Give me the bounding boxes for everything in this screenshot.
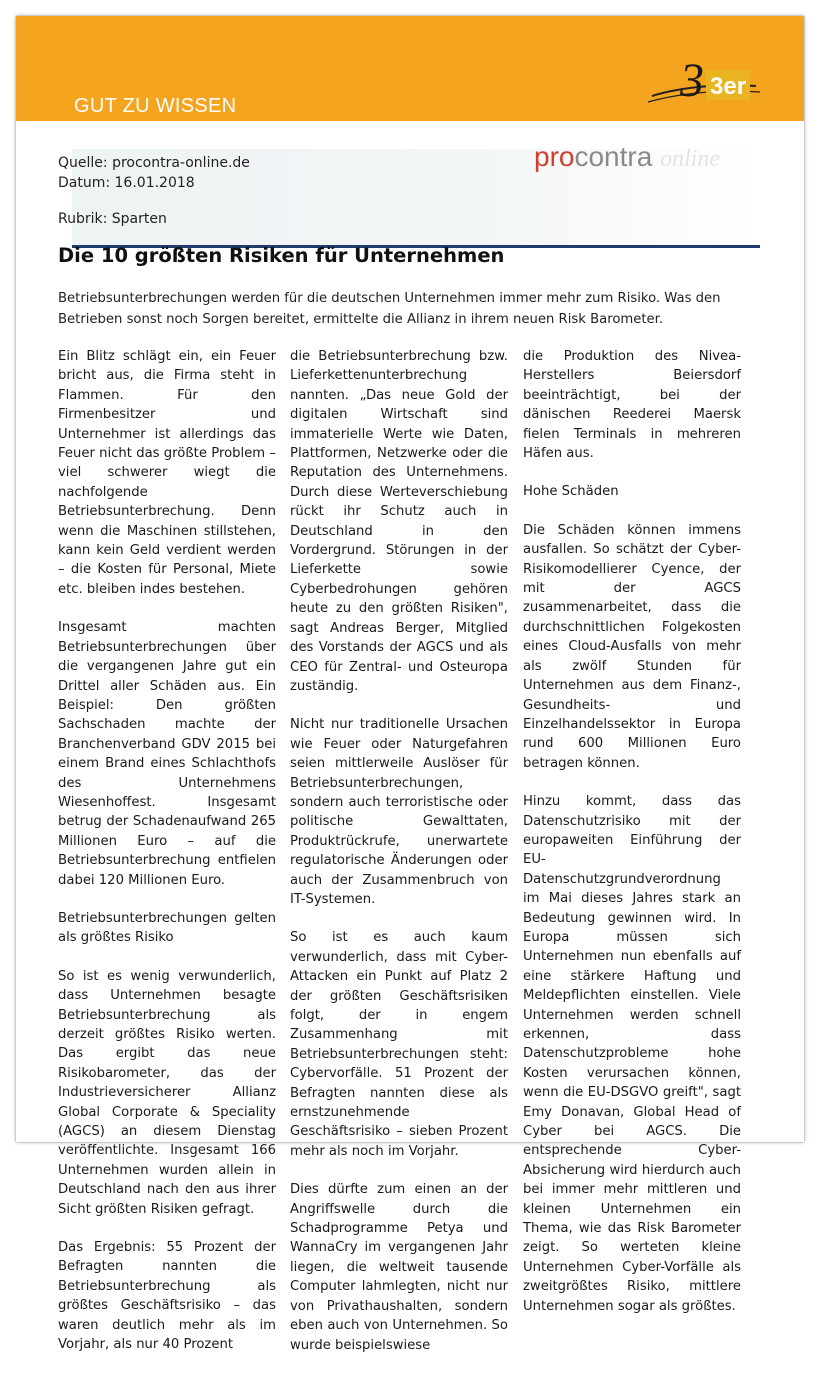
article-title: Die 10 größten Risiken für Unternehmen bbox=[58, 244, 505, 267]
paragraph: So ist es wenig verwunderlich, dass Unternehmen besagte Betriebsunterbrechung als derzeit größtes Risiko werten. Das ergibt das neue Risikobarometer, das der Industrieversicherer Allianz Global Corporate & Speciality (AGCS) an diesem Dienstag veröffentlichte. Insgesamt 166 Unternehmen wurden allein in Deutschland nach den aus ihrer Sicht größten Risiken gefragt. bbox=[58, 968, 276, 1217]
paragraph: Insgesamt machten Betriebsunterbrechungen über die vergangenen Jahre gut ein Drittel aller Schäden aus. Ein Beispiel: Den größten Sachschaden machte der Branchenverband GDV 2015 bei einem Brand eines Schlachthofs des Unternehmens Wiesenhoffest. Insgesamt betrug der Schadenaufwand 265 Millionen Euro – auf die Betriebsunterbrechung entfielen dabei 120 Millionen Euro. bbox=[58, 620, 276, 888]
logo-text: 3er bbox=[710, 73, 747, 100]
paragraph: Ein Blitz schlägt ein, ein Feuer bricht aus, die Firma steht in Flammen. Für den Firmenbesitzer und Unternehmer ist allerdings das Feuer nicht das größte Problem – viel schwerer wiegt die nachfolgende Betriebsunterbrechung. Denn wenn die Maschinen stillstehen, kann kein Geld verdient werden – die Kosten für Personal, Miete etc. bleiben indes bestehen. bbox=[58, 349, 276, 597]
source-quelle: Quelle: procontra-online.de bbox=[58, 155, 250, 171]
3er-logo bbox=[644, 56, 764, 120]
paragraph: die Betriebsunterbrechung bzw. Lieferkettenunterbrechung nannten. „Das neue Gold der digitalen Wirtschaft sind immaterielle Werte wie Daten, Plattformen, Netzwerke oder die Reputation des Unternehmens. Durch diese Werteverschiebung rückt ihr Schutz auch in Deutschland in den Vordergrund. Störungen in der Lieferkette sowie Cyberbedrohungen gehören heute zu den größten Risiken", sagt Andreas Berger, Mitglied des Vorstands der AGCS und als CEO für Zentral- und Osteuropa zuständig. bbox=[290, 349, 508, 694]
header-banner bbox=[16, 16, 804, 121]
procontra-logo: procontra online bbox=[534, 141, 721, 172]
subheading: Hohe Schäden bbox=[523, 484, 619, 500]
source-rubrik: Rubrik: Sparten bbox=[58, 211, 167, 227]
paragraph: So ist es auch kaum verwunderlich, dass mit Cyber-Attacken ein Punkt auf Platz 2 der größten Geschäftsrisiken folgt, der in engem Zusammenhang mit Betriebsunterbrechungen steht: Cybervorfälle. 51 Prozent der Befragten nannten diese als ernstzunehmende Geschäftsrisiko – sieben Prozent mehr als noch im Vorjahr. bbox=[290, 930, 508, 1159]
paragraph: Nicht nur traditionelle Ursachen wie Feuer oder Naturgefahren seien mittlerweile Auslöser für Betriebsunterbrechungen, sondern auch terroristische oder politische Gewalttaten, Produktrückrufe, unerwartete regulatorische Änderungen oder auch der Zusammenbruch von IT-Systemen. bbox=[290, 717, 508, 907]
article-column-2 bbox=[290, 347, 508, 1374]
source-datum: Datum: 16.01.2018 bbox=[58, 175, 195, 191]
article-lead: Betriebsunterbrechungen werden für die deutschen Unternehmen immer mehr zum Risiko. Was den Betrieben sonst noch Sorgen bereitet, ermittelte die Allianz in ihrem neuen Risk Barometer. bbox=[58, 291, 721, 327]
article-column-1 bbox=[58, 347, 276, 1374]
article-column-3 bbox=[523, 347, 741, 1335]
paragraph: Hinzu kommt, dass das Datenschutzrisiko mit der europaweiten Einführung der EU-Datenschutzgrundverordnung im Mai dieses Jahres stark an Bedeutung gewinnen wird. In Europa müssen sich Unternehmen nun ebenfalls auf eine stärkere Haftung und Meldepflichten einstellen. Viele Unternehmen werden schnell erkennen, dass Datenschutzprobleme hohe Kosten verursachen können, wenn die EU-DSGVO greift", sagt Emy Donavan, Global Head of Cyber bei AGCS. Die entsprechende Cyber-Absicherung wird hierdurch auch bei immer mehr mittleren und kleinen Unternehmen ein Thema, wie das Risk Barometer zeigt. So werteten kleine Unternehmen Cyber-Vorfälle als zweitgrößtes Risiko, mittlere Unternehmen sogar als größtes. bbox=[523, 794, 741, 1314]
section-title: GUT ZU WISSEN bbox=[74, 95, 237, 117]
paragraph: die Produktion des Nivea-Herstellers Beiersdorf beeinträchtigt, bei der dänischen Reederei Maersk fielen Terminals in mehreren Häfen aus. bbox=[523, 349, 741, 462]
paragraph: Die Schäden können immens ausfallen. So schätzt der Cyber-Risikomodellierer Cyence, der mit der AGCS zusammenarbeitet, dass die durchschnittlichen Folgekosten eines Cloud-Ausfalls von mehr als zwölf Stunden für Unternehmen aus dem Finanz-, Gesundheits- und Einzelhandelssektor in Europa rund 600 Millionen Euro betragen können. bbox=[523, 522, 741, 771]
paragraph: Dies dürfte zum einen an der Angriffswelle durch die Schadprogramme Petya und WannaCry im vergangenen Jahr liegen, die weltweit tausende Computer lahmlegten, nicht nur von Privathaushalten, sondern eben auch von Unternehmen. So wurde beispielswiese bbox=[290, 1182, 508, 1353]
subheading: Betriebsunterbrechungen gelten als größtes Risiko bbox=[58, 910, 276, 946]
svg-text:3: 3 bbox=[680, 56, 704, 107]
paragraph: Das Ergebnis: 55 Prozent der Befragten nannten die Betriebsunterbrechung als größtes Geschäftsrisiko – das waren deutlich mehr als im Vorjahr, als nur 40 Prozent bbox=[58, 1240, 276, 1353]
